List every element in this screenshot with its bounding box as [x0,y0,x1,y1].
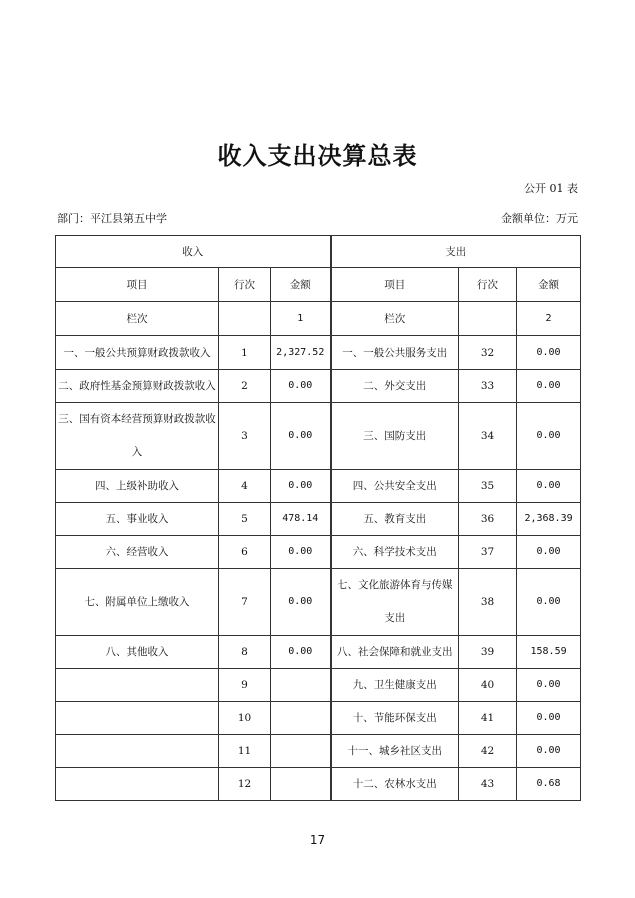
income-amount [271,768,331,801]
expense-line: 35 [459,470,517,503]
income-line: 2 [219,370,271,403]
income-line: 11 [219,735,271,768]
expense-amount: 0.00 [517,702,581,735]
expense-amount: 0.00 [517,669,581,702]
expense-item: 十、节能环保支出 [331,702,459,735]
expense-amount: 158.59 [517,636,581,669]
income-item: 六、经营收入 [56,536,219,569]
expense-item: 十一、城乡社区支出 [331,735,459,768]
income-amount [271,669,331,702]
expense-line: 37 [459,536,517,569]
income-column-number: 1 [271,302,331,336]
income-item [56,702,219,735]
table-row [56,503,581,536]
table-row [56,669,581,702]
expense-line-header: 行次 [459,268,517,302]
table-row [56,702,581,735]
expense-column-number: 2 [517,302,581,336]
income-amount: 0.00 [271,403,331,470]
expense-amount: 0.00 [517,735,581,768]
table-row [56,536,581,569]
page-number: 17 [309,833,326,847]
expense-item-header: 项目 [331,268,459,302]
expense-item: 五、教育支出 [331,503,459,536]
department-label: 部门：平江县第五中学 [57,212,167,225]
income-line: 5 [219,503,271,536]
income-item [56,768,219,801]
table-row [56,569,581,636]
income-amount [271,735,331,768]
table-row [56,370,581,403]
expense-item: 一、一般公共服务支出 [331,336,459,370]
expense-line: 39 [459,636,517,669]
table-row [56,470,581,503]
income-amount: 0.00 [271,536,331,569]
income-item: 五、事业收入 [56,503,219,536]
income-amount: 0.00 [271,470,331,503]
column-number-row [56,302,581,336]
expense-line: 43 [459,768,517,801]
income-line: 10 [219,702,271,735]
expense-line: 36 [459,503,517,536]
expense-amount-header: 金额 [517,268,581,302]
expense-amount: 0.00 [517,569,581,636]
income-item: 八、其他收入 [56,636,219,669]
income-line: 3 [219,403,271,470]
expense-item: 九、卫生健康支出 [331,669,459,702]
expense-line: 40 [459,669,517,702]
expense-line: 32 [459,336,517,370]
expense-item: 七、文化旅游体育与传媒支出 [331,569,459,636]
income-line: 1 [219,336,271,370]
table-row [56,336,581,370]
income-column-label: 栏次 [56,302,219,336]
form-number: 公开 01 表 [524,182,578,195]
income-amount [271,702,331,735]
income-amount: 0.00 [271,569,331,636]
expense-item: 二、外交支出 [331,370,459,403]
income-amount: 0.00 [271,636,331,669]
income-expense-table [55,235,581,801]
expense-line: 41 [459,702,517,735]
expense-amount: 0.00 [517,536,581,569]
income-line: 4 [219,470,271,503]
income-amount-header: 金额 [271,268,331,302]
page-title: 收入支出决算总表 [217,142,418,170]
income-section-header: 收入 [56,236,331,268]
income-item [56,669,219,702]
expense-line-blank [459,302,517,336]
income-item [56,735,219,768]
income-amount: 478.14 [271,503,331,536]
table-row [56,403,581,470]
income-line: 12 [219,768,271,801]
expense-line: 34 [459,403,517,470]
income-line: 9 [219,669,271,702]
amount-unit-label: 金额单位：万元 [501,212,578,225]
expense-amount: 0.00 [517,403,581,470]
expense-line: 33 [459,370,517,403]
table-row [56,768,581,801]
table-row [56,636,581,669]
expense-item: 八、社会保障和就业支出 [331,636,459,669]
income-item: 三、国有资本经营预算财政拨款收入 [56,403,219,470]
expense-amount: 0.68 [517,768,581,801]
income-line: 7 [219,569,271,636]
expense-column-label: 栏次 [331,302,459,336]
section-header-row [56,236,581,268]
expense-line: 38 [459,569,517,636]
expense-item: 十二、农林水支出 [331,768,459,801]
income-item: 四、上级补助收入 [56,470,219,503]
expense-line: 42 [459,735,517,768]
income-line: 6 [219,536,271,569]
income-amount: 0.00 [271,370,331,403]
expense-item: 四、公共安全支出 [331,470,459,503]
table-row [56,735,581,768]
income-amount: 2,327.52 [271,336,331,370]
expense-amount: 0.00 [517,470,581,503]
income-item: 二、政府性基金预算财政拨款收入 [56,370,219,403]
expense-amount: 2,368.39 [517,503,581,536]
expense-item: 三、国防支出 [331,403,459,470]
income-item-header: 项目 [56,268,219,302]
income-item: 七、附属单位上缴收入 [56,569,219,636]
expense-amount: 0.00 [517,336,581,370]
expense-item: 六、科学技术支出 [331,536,459,569]
income-line: 8 [219,636,271,669]
column-header-row [56,268,581,302]
expense-section-header: 支出 [331,236,581,268]
income-line-header: 行次 [219,268,271,302]
income-item: 一、一般公共预算财政拨款收入 [56,336,219,370]
income-line-blank [219,302,271,336]
expense-amount: 0.00 [517,370,581,403]
